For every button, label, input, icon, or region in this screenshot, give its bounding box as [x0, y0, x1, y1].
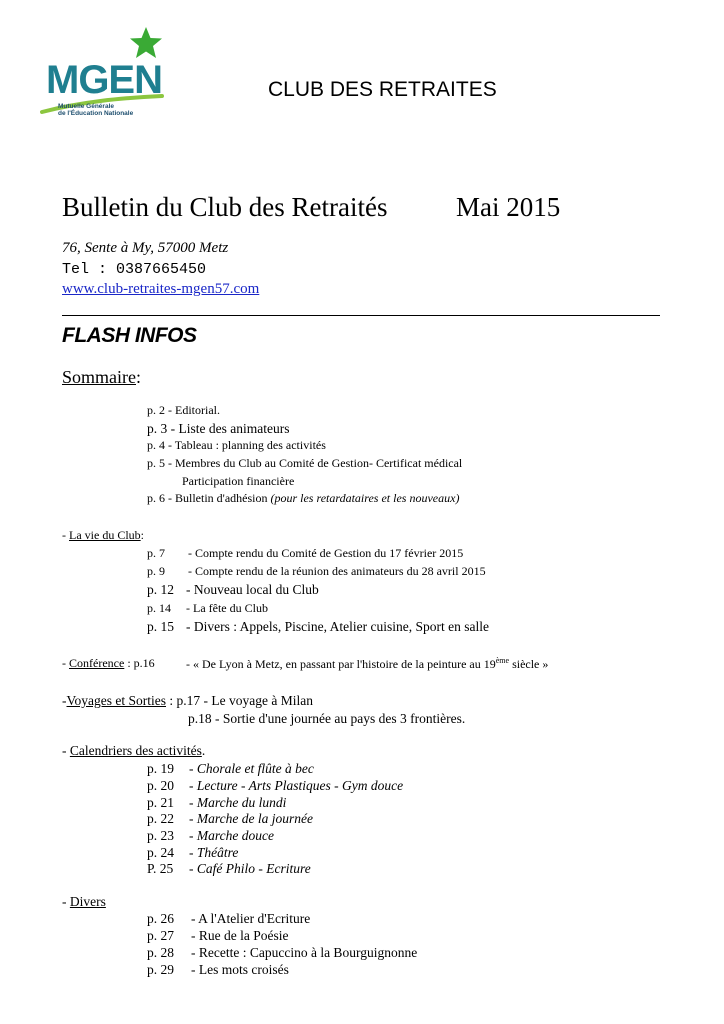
toc-item: p. 2 - Editorial.: [147, 403, 220, 417]
toc-text: - Compte rendu du Comité de Gestion du 17 février 2015: [188, 546, 464, 560]
toc-page: p. 27: [147, 928, 174, 943]
logo-word: MGEN: [46, 58, 162, 102]
toc-text: - Café Philo - Ecriture: [189, 861, 311, 876]
toc-page: p. 29: [147, 962, 174, 977]
section-label: Divers: [69, 894, 106, 909]
conference-text-end: siècle »: [509, 657, 549, 671]
voyages-item: p.18 - Sortie d'une journée au pays des 3 frontières.: [188, 711, 466, 726]
voyages-item: : p.17 - Le voyage à Milan: [166, 693, 313, 708]
toc-page: p. 21: [147, 795, 174, 810]
toc-page: P. 25: [147, 861, 174, 876]
section-prefix: -: [62, 528, 69, 542]
bulletin-title: Bulletin du Club des Retraités: [62, 192, 388, 222]
section-conference: [62, 656, 155, 671]
toc-text-italic: Marche du lundi: [196, 795, 287, 810]
toc-text: - Marche douce: [189, 828, 274, 843]
toc-page: p. 19: [147, 761, 174, 776]
section-voyages: [62, 693, 313, 709]
toc-page: p. 9: [147, 564, 165, 578]
section-label: La vie du Club: [69, 528, 141, 542]
toc-text: - Les mots croisés: [191, 962, 289, 977]
conference-text-main: - « De Lyon à Metz, en passant par l'histoire de la peinture au 19: [186, 657, 496, 671]
toc-item: p. 4 - Tableau : planning des activités: [147, 438, 326, 452]
toc-page: p. 26: [147, 911, 174, 926]
logo-subtitle-line1: Mutuelle Générale: [58, 103, 114, 110]
conference-page: : p.16: [124, 656, 155, 670]
sommaire-colon: :: [136, 367, 142, 387]
toc-text-italic: Lecture - Arts Plastiques - Gym douce: [196, 778, 404, 793]
section-label: Conférence: [69, 656, 125, 670]
toc-text: - Nouveau local du Club: [186, 582, 319, 597]
section-suffix: :: [140, 528, 144, 542]
toc-page: p. 14: [147, 601, 171, 615]
section-calendriers-heading: [62, 743, 205, 759]
toc-page: p. 15: [147, 619, 174, 634]
toc-text: - Théâtre: [189, 845, 239, 860]
section-label: Calendriers des activités: [69, 743, 202, 758]
toc-text: - Chorale et flûte à bec: [189, 761, 314, 776]
section-prefix: -: [62, 656, 69, 670]
logo-subtitle: [58, 103, 133, 117]
toc-text-italic: Marche de la journée: [196, 811, 313, 826]
address: 76, Sente à My, 57000 Metz: [62, 240, 229, 256]
toc-text: - Marche de la journée: [189, 811, 313, 826]
club-title: CLUB DES RETRAITES: [268, 78, 497, 101]
section-label: Voyages et Sorties: [66, 693, 166, 708]
conference-sup: ème: [495, 656, 510, 665]
section-prefix: -: [62, 743, 70, 758]
toc-item: p. 5 - Membres du Club au Comité de Gestion- Certificat médical: [147, 456, 463, 470]
toc-page: p. 23: [147, 828, 174, 843]
toc-text-italic: Marche douce: [196, 828, 274, 843]
toc-text-italic: Café Philo - Ecriture: [196, 861, 311, 876]
star-icon: [128, 26, 164, 60]
toc-item: p. 3 - Liste des animateurs: [147, 421, 290, 436]
toc-text-italic: Théâtre: [196, 845, 239, 860]
toc-page: p. 20: [147, 778, 174, 793]
section-suffix: .: [201, 743, 206, 758]
toc-text: - Recette : Capuccino à la Bourguignonne: [191, 945, 418, 960]
toc-page: p. 28: [147, 945, 174, 960]
toc-item-note: (pour les retardataires et les nouveaux): [270, 491, 460, 505]
divider: [62, 315, 660, 316]
toc-page: p. 12: [147, 582, 174, 597]
toc-page: p. 7: [147, 546, 165, 560]
sommaire-label: Sommaire: [62, 367, 136, 387]
mgen-logo: [40, 26, 170, 122]
toc-text: - Marche du lundi: [189, 795, 287, 810]
website-link[interactable]: www.club-retraites-mgen57.com: [62, 281, 260, 297]
toc-text: - Rue de la Poésie: [191, 928, 289, 943]
logo-subtitle-line2: de l'Éducation Nationale: [58, 110, 134, 117]
toc-text: - Lecture - Arts Plastiques - Gym douce: [189, 778, 404, 793]
toc-text: - A l'Atelier d'Ecriture: [191, 911, 311, 926]
toc-page: p. 22: [147, 811, 174, 826]
toc-item: Participation financière: [182, 474, 295, 488]
section-divers-heading: [62, 894, 106, 910]
toc-item-text: p. 6 - Bulletin d'adhésion: [147, 491, 271, 505]
conference-text: [186, 656, 548, 672]
toc-text: - Compte rendu de la réunion des animateurs du 28 avril 2015: [188, 564, 486, 578]
toc-text-italic: Chorale et flûte à bec: [196, 761, 314, 776]
telephone: Tel : 0387665450: [62, 261, 207, 278]
section-vie-heading: [62, 528, 144, 543]
flash-infos-heading: FLASH INFOS: [62, 324, 197, 347]
section-prefix: -: [62, 894, 70, 909]
toc-text: - Divers : Appels, Piscine, Atelier cuisine, Sport en salle: [186, 619, 489, 634]
bulletin-month: Mai 2015: [456, 192, 561, 222]
toc-text: - La fête du Club: [186, 601, 268, 615]
sommaire-heading: [62, 367, 141, 388]
section-prefix: -: [62, 693, 67, 708]
toc-item: [147, 491, 459, 506]
toc-page: p. 24: [147, 845, 174, 860]
